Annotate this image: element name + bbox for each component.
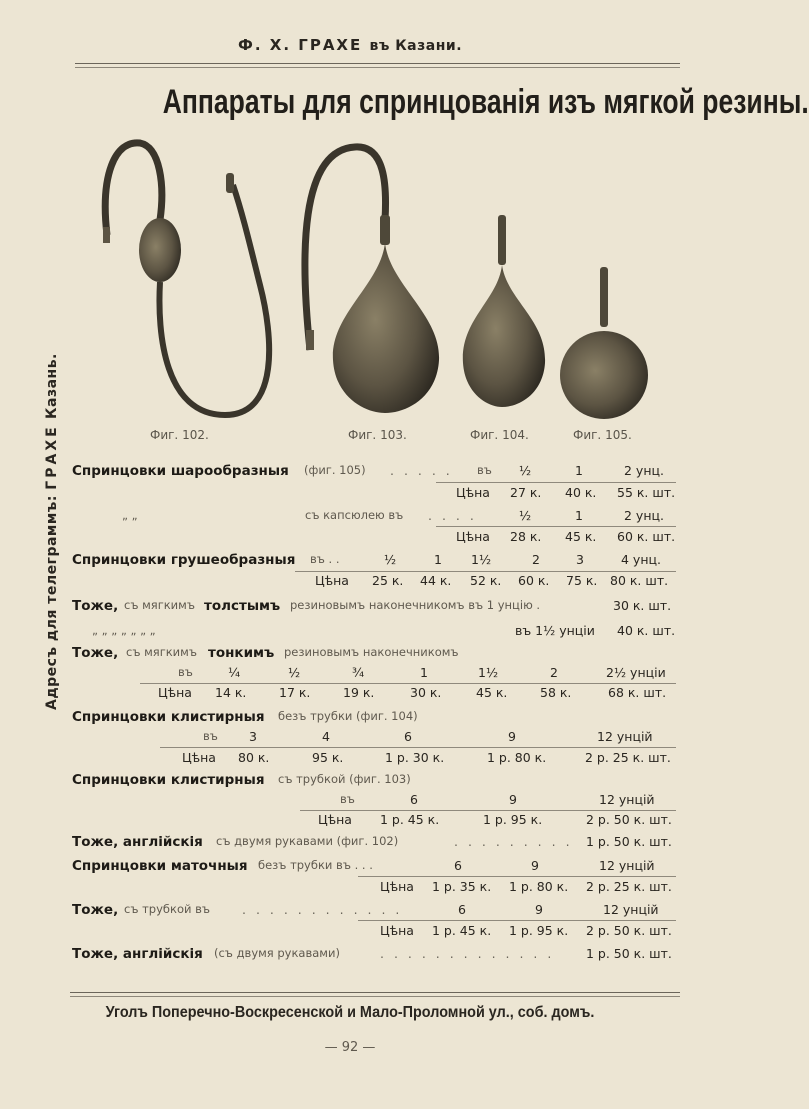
price-value: 2 р. 50 к. шт. <box>586 923 672 938</box>
size-value: 6 <box>454 858 462 873</box>
price-row <box>72 858 677 876</box>
price-value: 2 р. 25 к. шт. <box>586 879 672 894</box>
price-label: Цѣна <box>182 750 216 765</box>
item-note: съ двумя рукавами (фиг. 102) <box>216 834 399 848</box>
price-label: Цѣна <box>456 529 490 544</box>
item-note: съ мягкимъ <box>124 598 195 612</box>
divider <box>295 571 676 572</box>
price-value: 68 к. шт. <box>608 685 667 700</box>
leader-dots: . . . . . . . . . . . . <box>242 902 403 917</box>
item-emphasis: тонкимъ <box>208 645 275 661</box>
price-row <box>72 665 677 683</box>
divider <box>436 482 676 483</box>
price-row <box>72 902 677 920</box>
price-row <box>72 573 677 591</box>
size-value: 6 <box>404 729 412 744</box>
price-value: 80 к. шт. <box>610 573 669 588</box>
header-name: Ф. Х. ГРАХЕ <box>237 36 363 54</box>
price-value: 45 к. <box>565 529 597 544</box>
leader-dots: . . . . <box>428 508 477 523</box>
syringe-fig-102 <box>103 143 269 415</box>
ditto-marks: „ „ „ „ „ „ „ <box>92 623 156 637</box>
size-value: 9 <box>531 858 539 873</box>
price-row <box>72 834 677 852</box>
item-note: безъ трубки (фиг. 104) <box>278 709 418 723</box>
price-value: 1 р. 45 к. <box>432 923 492 938</box>
price-label: Цѣна <box>380 923 414 938</box>
price-value: 30 к. <box>410 685 442 700</box>
size-value: 2 <box>532 552 540 567</box>
size-value: 1 <box>575 508 583 523</box>
footer-rule-double <box>70 996 680 997</box>
divider <box>160 747 676 748</box>
size-value: 1½ <box>471 552 492 567</box>
size-value: 4 унц. <box>621 552 661 567</box>
size-value: 1 <box>575 463 583 478</box>
size-value: 3 <box>249 729 257 744</box>
telegram-prefix: Адресъ для телеграммъ: <box>44 495 60 710</box>
price-row <box>72 772 677 790</box>
size-value: 9 <box>535 902 543 917</box>
price-row <box>72 552 677 570</box>
header-suffix: въ Казани. <box>369 38 463 54</box>
price-row <box>72 750 677 768</box>
item-note: (фиг. 105) <box>304 463 366 477</box>
leader-dots: . . . . . <box>390 463 453 478</box>
price-value: 27 к. <box>510 485 542 500</box>
price-value: 1 р. 50 к. шт. <box>586 834 672 849</box>
price-value: 60 к. <box>518 573 550 588</box>
unit-word: въ <box>340 792 355 806</box>
price-value: 28 к. <box>510 529 542 544</box>
item-label: Тоже, англійскія <box>72 834 203 850</box>
item-label: Тоже, <box>72 645 119 661</box>
header-rule <box>75 63 680 64</box>
item-note: безъ трубки въ . . . <box>258 858 373 872</box>
size-value: ½ <box>519 508 532 523</box>
price-value: 44 к. <box>420 573 452 588</box>
unit-word: въ <box>203 729 218 743</box>
telegram-address <box>44 340 60 710</box>
price-row <box>72 946 677 964</box>
price-row <box>72 923 677 941</box>
item-label: Спринцовки шарообразныя <box>72 463 289 479</box>
ditto-marks: „ „ <box>122 508 138 522</box>
unit-word: въ <box>477 463 492 477</box>
price-value: 1 р. 50 к. шт. <box>586 946 672 961</box>
price-value: 1 р. 80 к. <box>487 750 547 765</box>
price-row <box>72 529 677 547</box>
syringes-illustration <box>95 135 670 435</box>
size-value: 2 <box>550 665 558 680</box>
price-value: 1 р. 30 к. <box>385 750 445 765</box>
item-label: Спринцовки маточныя <box>72 858 248 874</box>
item-label: Спринцовки клистирныя <box>72 772 265 788</box>
item-note: въ 1½ унціи <box>515 623 595 638</box>
price-value: 19 к. <box>343 685 375 700</box>
price-label: Цѣна <box>158 685 192 700</box>
price-value: 14 к. <box>215 685 247 700</box>
divider <box>300 810 676 811</box>
price-label: Цѣна <box>315 573 349 588</box>
syringe-fig-103 <box>305 147 439 413</box>
size-value: 6 <box>458 902 466 917</box>
footer-rule <box>70 992 680 993</box>
size-value: 12 унцій <box>599 792 655 807</box>
item-note: съ трубкой (фиг. 103) <box>278 772 411 786</box>
price-value: 40 к. шт. <box>617 623 676 638</box>
price-row <box>72 623 677 641</box>
price-row <box>72 485 677 503</box>
price-value: 1 р. 80 к. <box>509 879 569 894</box>
size-value: 2 унц. <box>624 508 664 523</box>
price-value: 1 р. 35 к. <box>432 879 492 894</box>
price-row <box>72 463 677 481</box>
figure-caption-105: Фиг. 105. <box>573 428 632 442</box>
item-note: съ трубкой въ <box>124 902 211 916</box>
size-value: 4 <box>322 729 330 744</box>
size-value: 1 <box>420 665 428 680</box>
price-value: 2 р. 50 к. шт. <box>586 812 672 827</box>
syringe-fig-104 <box>463 215 545 407</box>
divider <box>436 526 676 527</box>
size-value: 2½ унціи <box>606 665 666 680</box>
price-row <box>72 685 677 703</box>
syringe-fig-105 <box>560 267 648 419</box>
figure-caption-103: Фиг. 103. <box>348 428 407 442</box>
item-note: резиновымъ наконечникомъ въ 1 унцію . <box>290 598 541 612</box>
size-value: ½ <box>288 665 301 680</box>
item-emphasis: толстымъ <box>204 598 281 614</box>
size-value: 12 унцій <box>599 858 655 873</box>
size-value: ¾ <box>352 665 365 680</box>
leader-dots: . . . . . . . . . . . . . <box>380 946 555 961</box>
figure-caption-102: Фиг. 102. <box>150 428 209 442</box>
price-row <box>72 598 677 616</box>
figure-caption-104: Фиг. 104. <box>470 428 529 442</box>
unit-word: въ . . <box>310 552 340 566</box>
price-value: 58 к. <box>540 685 572 700</box>
price-row <box>72 709 677 727</box>
price-value: 60 к. шт. <box>617 529 676 544</box>
page-header <box>0 36 700 54</box>
leader-dots: . . . . . . . . . <box>454 834 573 849</box>
telegram-city: Казань. <box>44 353 60 419</box>
item-label: Тоже, <box>72 598 119 614</box>
price-value: 1 р. 45 к. <box>380 812 440 827</box>
divider <box>358 876 676 877</box>
price-label: Цѣна <box>380 879 414 894</box>
price-row <box>72 729 677 747</box>
divider <box>140 683 676 684</box>
header-rule-double <box>75 67 680 68</box>
price-value: 2 р. 25 к. шт. <box>585 750 671 765</box>
telegram-name: ГРАХЕ <box>44 424 60 490</box>
item-note: резиновымъ наконечникомъ <box>284 645 459 659</box>
store-address: Уголъ Поперечно-Воскресенской и Мало-Проломной ул., соб. домъ. <box>105 1004 595 1021</box>
price-value: 75 к. <box>566 573 598 588</box>
size-value: ½ <box>519 463 532 478</box>
price-value: 1 р. 95 к. <box>509 923 569 938</box>
size-value: 1 <box>434 552 442 567</box>
size-value: 12 унцій <box>597 729 653 744</box>
price-value: 52 к. <box>470 573 502 588</box>
price-value: 40 к. <box>565 485 597 500</box>
price-row <box>72 812 677 830</box>
size-value: 3 <box>576 552 584 567</box>
price-row <box>72 879 677 897</box>
item-label: Спринцовки клистирныя <box>72 709 265 725</box>
size-value: ¼ <box>228 665 241 680</box>
size-value: 12 унцій <box>603 902 659 917</box>
price-value: 17 к. <box>279 685 311 700</box>
unit-word: въ <box>178 665 193 679</box>
price-value: 45 к. <box>476 685 508 700</box>
item-note: (съ двумя рукавами) <box>214 946 340 960</box>
price-value: 30 к. шт. <box>613 598 672 613</box>
size-value: ½ <box>384 552 397 567</box>
price-value: 55 к. шт. <box>617 485 676 500</box>
size-value: 2 унц. <box>624 463 664 478</box>
price-value: 25 к. <box>372 573 404 588</box>
price-value: 95 к. <box>312 750 344 765</box>
item-note: съ капсюлею въ <box>305 508 404 522</box>
size-value: 6 <box>410 792 418 807</box>
price-label: Цѣна <box>456 485 490 500</box>
price-value: 80 к. <box>238 750 270 765</box>
size-value: 9 <box>509 792 517 807</box>
price-label: Цѣна <box>318 812 352 827</box>
item-label: Тоже, англійскія <box>72 946 203 962</box>
item-note: съ мягкимъ <box>126 645 197 659</box>
size-value: 9 <box>508 729 516 744</box>
size-value: 1½ <box>478 665 499 680</box>
divider <box>358 920 676 921</box>
price-row <box>72 508 677 526</box>
price-row <box>72 792 677 810</box>
price-row <box>72 645 677 663</box>
page-title: Аппараты для спринцованія изъ мягкой резины. <box>162 83 809 121</box>
page-number: — 92 — <box>324 1040 376 1055</box>
item-label: Спринцовки грушеобразныя <box>72 552 296 568</box>
price-value: 1 р. 95 к. <box>483 812 543 827</box>
item-label: Тоже, <box>72 902 119 918</box>
